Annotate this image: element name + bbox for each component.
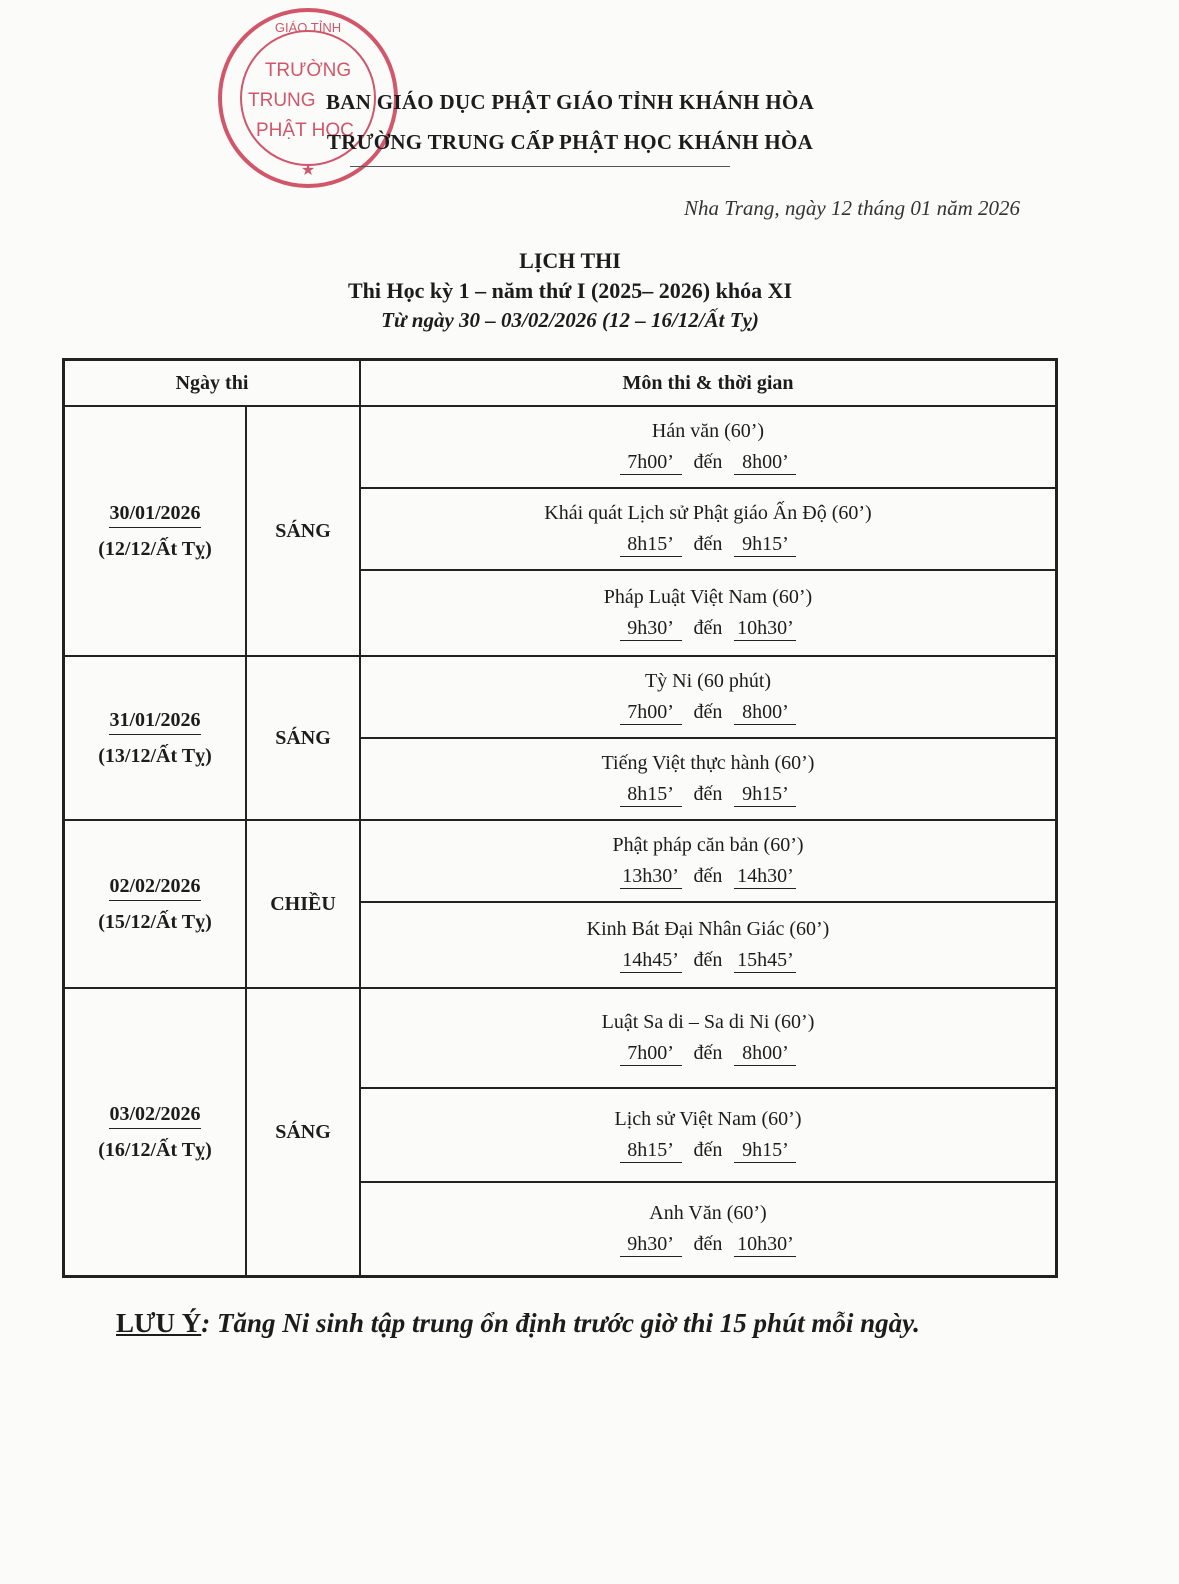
- exam-start-time: 14h45’: [620, 949, 682, 973]
- note-label: LƯU Ý: [116, 1308, 202, 1338]
- table-row: [64, 406, 1057, 488]
- exam-cell: [360, 488, 1057, 570]
- lunar-date: (16/12/Ất Tỵ): [98, 1138, 212, 1161]
- org-line-2: TRƯỜNG TRUNG CẤP PHẬT HỌC KHÁNH HÒA: [326, 130, 814, 154]
- header-date: Ngày thi: [64, 360, 361, 407]
- stamp-text-line3: PHẬT HỌC: [256, 120, 354, 141]
- exam-subject: Phật pháp căn bản (60’): [612, 833, 804, 856]
- exam-end-time: 9h15’: [734, 533, 796, 557]
- lunar-date: (12/12/Ất Tỵ): [98, 537, 212, 560]
- exam-subject: Tỳ Ni (60 phút): [644, 669, 772, 692]
- exam-start-time: 13h30’: [620, 865, 682, 889]
- document-title: LỊCH THI: [519, 248, 621, 273]
- exam-time-separator: đến: [693, 532, 723, 555]
- exam-end-time: 8h00’: [734, 451, 796, 475]
- table-header-row: [64, 360, 1057, 407]
- exam-start-time: 8h15’: [620, 533, 682, 557]
- session-cell: CHIỀU: [246, 820, 360, 988]
- exam-time-separator: đến: [693, 1232, 723, 1255]
- document-subtitle: Thi Học kỳ 1 – năm thứ I (2025– 2026) khóa XI: [347, 278, 793, 303]
- date-cell: [64, 988, 247, 1277]
- table-row: [64, 820, 1057, 902]
- stamp-star-icon: ★: [300, 162, 316, 179]
- exam-start-time: 7h00’: [620, 701, 682, 725]
- exam-date: 30/01/2026: [109, 502, 200, 528]
- exam-cell: [360, 656, 1057, 738]
- header-underline: [350, 166, 730, 167]
- footer-note: [116, 1308, 920, 1339]
- stamp-text-line1: TRƯỜNG: [264, 60, 352, 81]
- exam-start-time: 8h15’: [620, 1139, 682, 1163]
- exam-end-time: 8h00’: [734, 701, 796, 725]
- exam-cell: [360, 902, 1057, 988]
- session-cell: SÁNG: [246, 988, 360, 1277]
- table-row: [64, 988, 1057, 1088]
- stamp-text-line2: TRUNG: [248, 90, 316, 111]
- exam-end-time: 9h15’: [734, 1139, 796, 1163]
- exam-time-separator: đến: [693, 450, 723, 473]
- exam-cell: [360, 988, 1057, 1088]
- exam-end-time: 8h00’: [734, 1042, 796, 1066]
- exam-subject: Luật Sa di – Sa di Ni (60’): [601, 1010, 815, 1033]
- exam-subject: Tiếng Việt thực hành (60’): [601, 751, 815, 774]
- exam-subject: Pháp Luật Việt Nam (60’): [603, 585, 813, 608]
- exam-time-separator: đến: [693, 948, 723, 971]
- exam-cell: [360, 1088, 1057, 1182]
- exam-time-separator: đến: [693, 1041, 723, 1064]
- exam-subject: Khái quát Lịch sử Phật giáo Ấn Độ (60’): [544, 501, 872, 524]
- exam-time-separator: đến: [693, 616, 723, 639]
- exam-end-time: 10h30’: [734, 617, 796, 641]
- exam-time-separator: đến: [693, 700, 723, 723]
- org-line-1: BAN GIÁO DỤC PHẬT GIÁO TỈNH KHÁNH HÒA: [325, 90, 815, 114]
- exam-start-time: 8h15’: [620, 783, 682, 807]
- session-cell: SÁNG: [246, 406, 360, 656]
- exam-cell: [360, 1182, 1057, 1277]
- stamp-top-arc-text: GIÁO TỈNH: [274, 20, 342, 35]
- exam-end-time: 14h30’: [734, 865, 796, 889]
- exam-time-separator: đến: [693, 864, 723, 887]
- exam-cell: [360, 570, 1057, 656]
- exam-subject: Anh Văn (60’): [649, 1201, 767, 1224]
- exam-start-time: 7h00’: [620, 1042, 682, 1066]
- exam-end-time: 10h30’: [734, 1233, 796, 1257]
- exam-cell: [360, 406, 1057, 488]
- exam-end-time: 15h45’: [734, 949, 796, 973]
- exam-subject: Hán văn (60’): [651, 419, 765, 442]
- exam-subject: Kinh Bát Đại Nhân Giác (60’): [586, 917, 830, 940]
- exam-subject: Lịch sử Việt Nam (60’): [614, 1107, 802, 1130]
- exam-time-separator: đến: [693, 782, 723, 805]
- date-line: Nha Trang, ngày 12 tháng 01 năm 2026: [683, 196, 1020, 220]
- exam-start-time: 9h30’: [620, 617, 682, 641]
- exam-start-time: 7h00’: [620, 451, 682, 475]
- note-text: : Tăng Ni sinh tập trung ổn định trước giờ thi 15 phút mỗi ngày.: [201, 1308, 920, 1338]
- exam-schedule-table: [62, 358, 1058, 1278]
- exam-end-time: 9h15’: [734, 783, 796, 807]
- exam-date: 02/02/2026: [109, 875, 200, 901]
- exam-time-separator: đến: [693, 1138, 723, 1161]
- lunar-date: (15/12/Ất Tỵ): [98, 910, 212, 933]
- date-cell: [64, 406, 247, 656]
- date-cell: [64, 820, 247, 988]
- header-subjects: Môn thi & thời gian: [360, 360, 1057, 407]
- date-cell: [64, 656, 247, 820]
- exam-start-time: 9h30’: [620, 1233, 682, 1257]
- lunar-date: (13/12/Ất Tỵ): [98, 744, 212, 767]
- date-range: Từ ngày 30 – 03/02/2026 (12 – 16/12/Ất Tỵ): [381, 308, 759, 332]
- exam-cell: [360, 820, 1057, 902]
- table-row: [64, 656, 1057, 738]
- session-cell: SÁNG: [246, 656, 360, 820]
- exam-date: 31/01/2026: [109, 709, 200, 735]
- exam-cell: [360, 738, 1057, 820]
- exam-date: 03/02/2026: [109, 1103, 200, 1129]
